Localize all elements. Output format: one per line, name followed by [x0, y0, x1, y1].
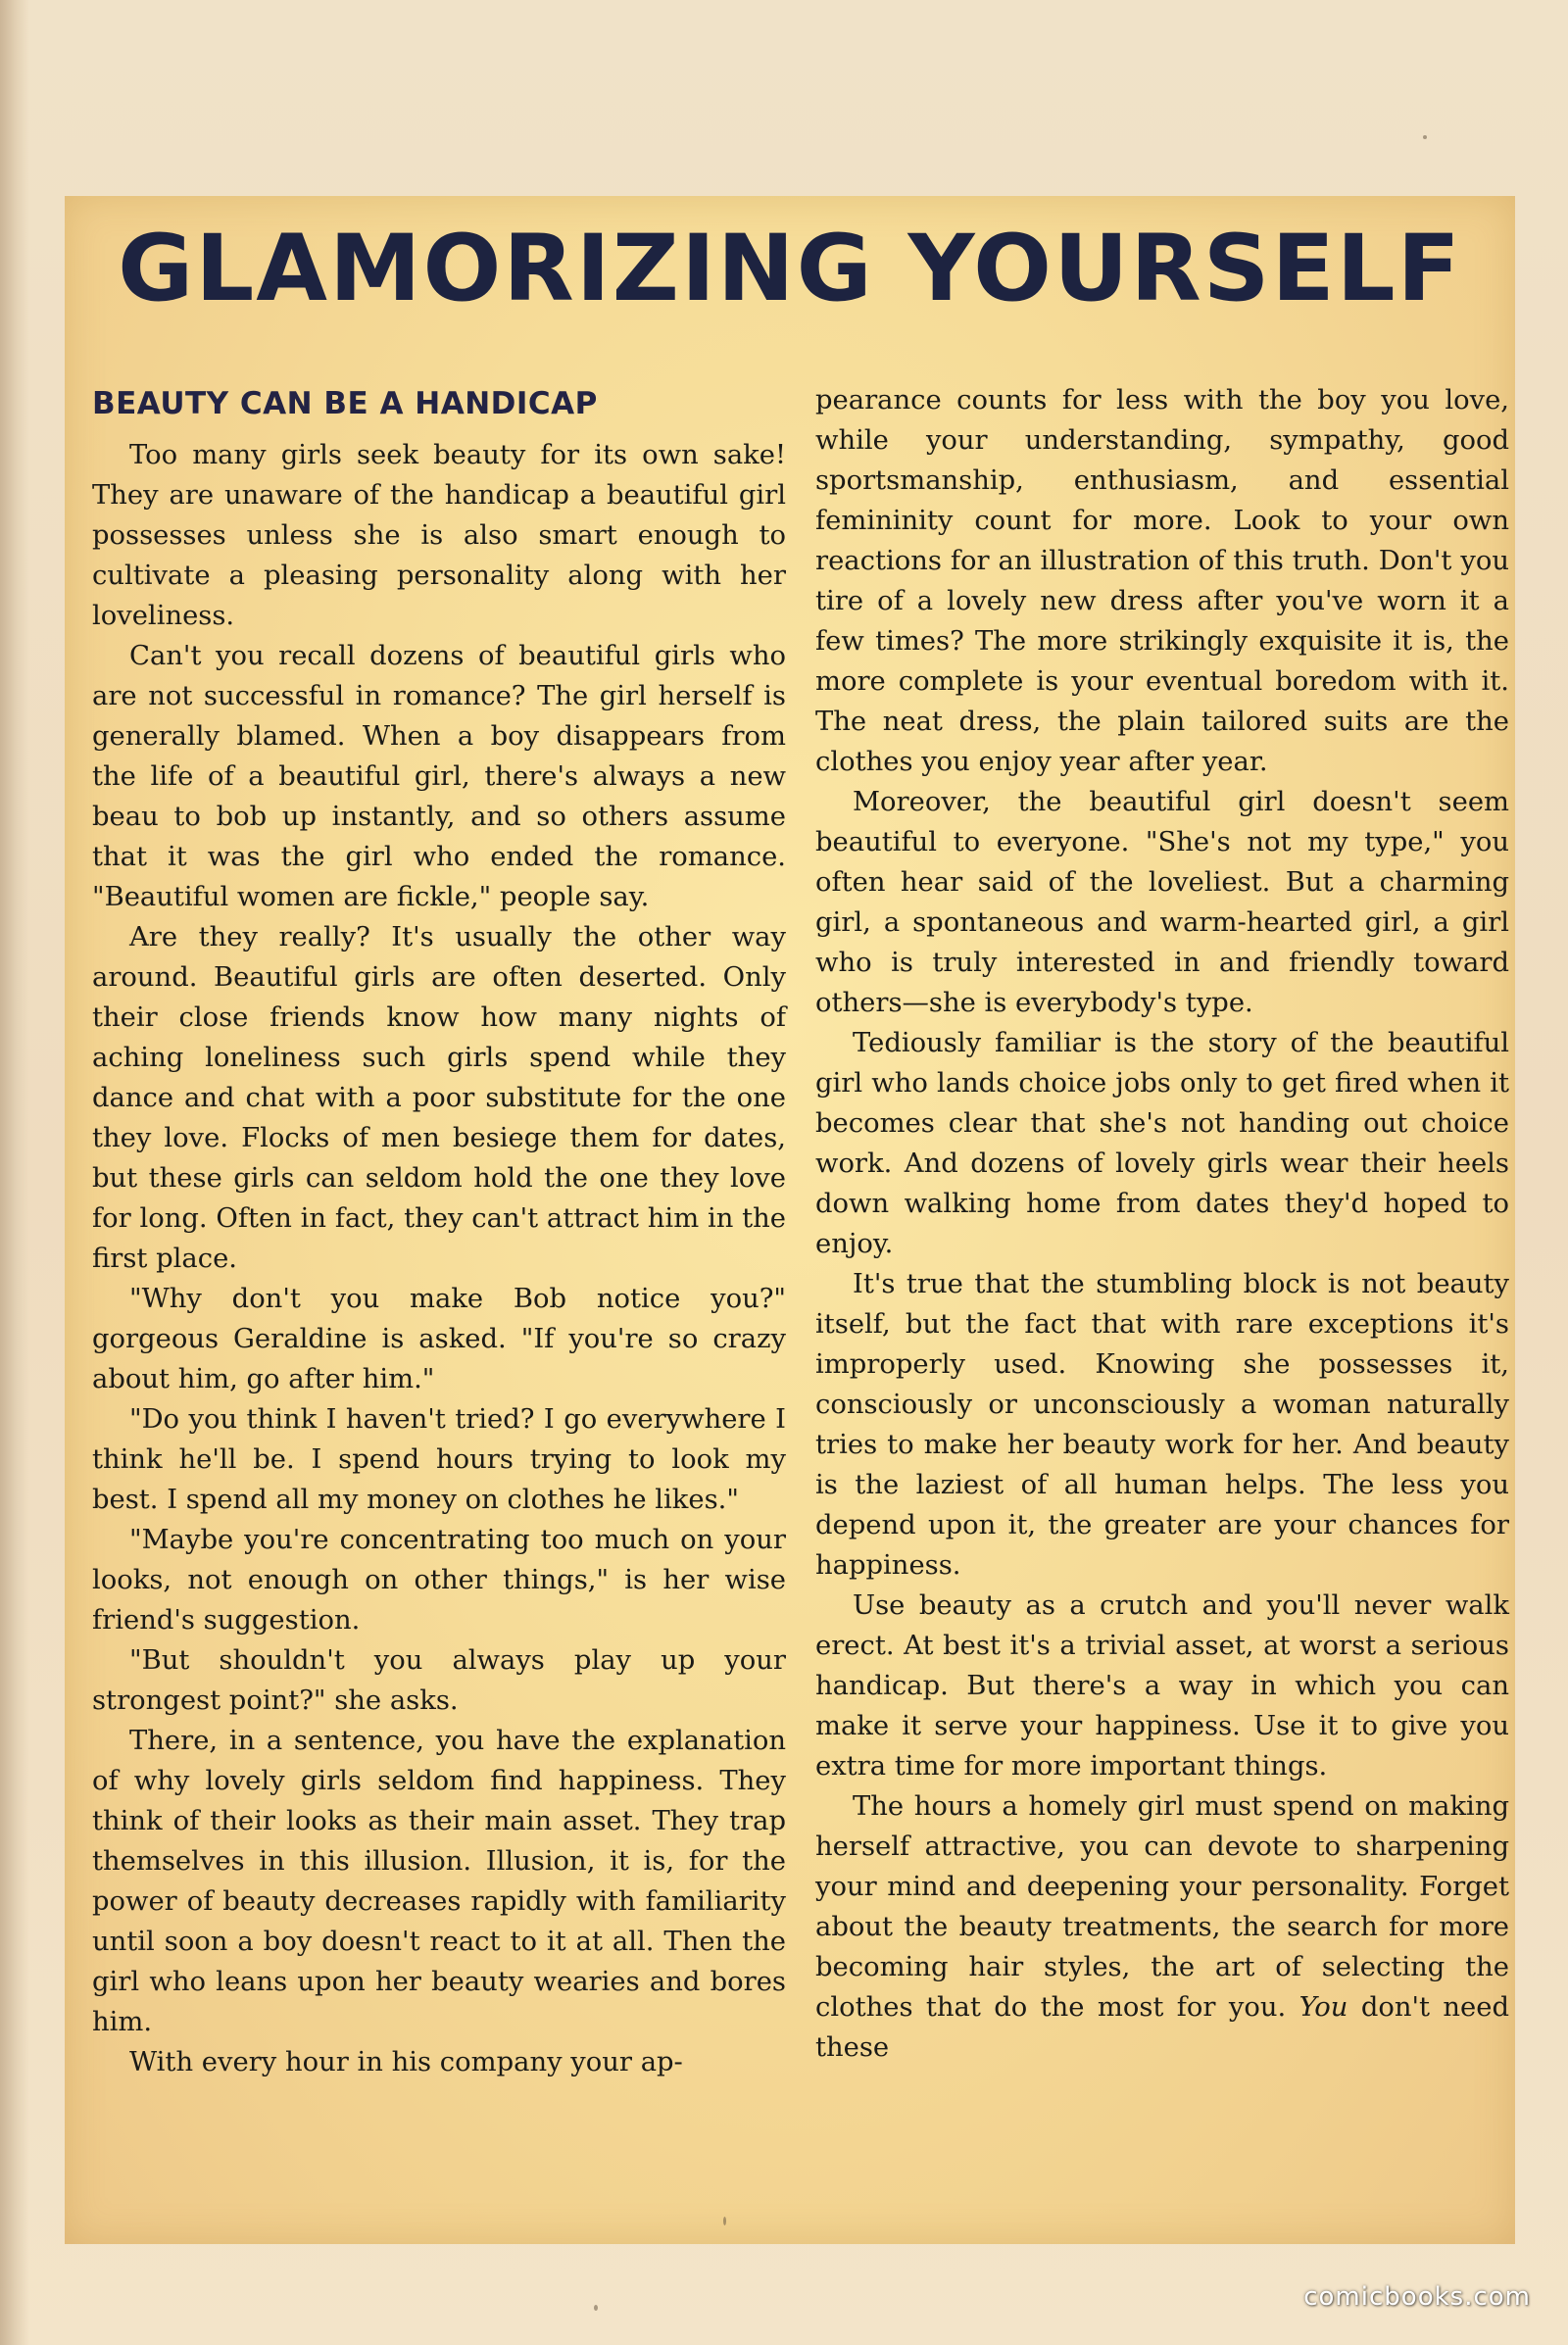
paper-speck	[594, 2305, 598, 2311]
paragraph: "Why don't you make Bob notice you?" gorgeous Geraldine is asked. "If you're so crazy about him, go after him."	[92, 1284, 786, 1394]
page-crease	[0, 0, 29, 2345]
emphasis-text: You	[1298, 1992, 1348, 2023]
paragraph: "Do you think I haven't tried? I go everywhere I think he'll be. I spend hours trying to look my best. I spend all my money on clothes he likes."	[92, 1404, 786, 1515]
paragraph-last	[815, 1786, 1509, 2068]
text-segment: don't need these	[815, 1992, 1509, 2063]
left-column	[92, 382, 786, 2082]
paragraph: There, in a sentence, you have the explanation of why lovely girls seldom find happiness. They think of their looks as their main asset. They trap themselves in this illusion. Illusion, it is, for the power of beauty decreases rapidly with familiarity until soon a boy doesn't react to it at all. Then the girl who leans upon her beauty wearies and bores him.	[92, 1726, 786, 2037]
paper-speck	[723, 2217, 726, 2225]
text-segment: The hours a homely girl must spend on making herself attractive, you can devote to sharpening your mind and deepening your personality. Forget about the beauty treatments, the search for more becoming hair styles, the art of selecting the clothes that do the most for you.	[815, 1791, 1509, 2023]
paragraph: Too many girls seek beauty for its own sake! They are unaware of the handicap a beautiful girl possesses unless she is also smart enough to cultivate a pleasing personality along with her loveliness.	[92, 440, 786, 631]
paragraph: Tediously familiar is the story of the beautiful girl who lands choice jobs only to get fired when it becomes clear that she's not handing out choice work. And dozens of lovely girls wear their heels down walking home from dates they'd hoped to enjoy.	[815, 1028, 1509, 1259]
paragraph: It's true that the stumbling block is not beauty itself, but the fact that with rare exceptions it's improperly used. Knowing she possesses it, consciously or unconsciously a woman naturally tries to make her beauty work for her. And beauty is the laziest of all human helps. The less you depend upon it, the greater are your chances for happiness.	[815, 1269, 1509, 1581]
paragraph: "But shouldn't you always play up your strongest point?" she asks.	[92, 1645, 786, 1716]
paragraph: Are they really? It's usually the other way around. Beautiful girls are often deserted. Only their close friends know how many nights of aching loneliness such girls spend while they dance and chat with a poor substitute for the one they love. Flocks of men besiege them for dates, but these girls can seldom hold the one they love for long. Often in fact, they can't attract him in the first place.	[92, 922, 786, 1274]
paper-speck	[1423, 135, 1427, 139]
paragraph: Can't you recall dozens of beautiful girls who are not successful in romance? The girl herself is generally blamed. When a boy disappears from the life of a beautiful girl, there's always a new beau to bob up instantly, and so others assume that it was the girl who ended the romance. "Beautiful women are fickle," people say.	[92, 641, 786, 912]
paragraph: Moreover, the beautiful girl doesn't seem beautiful to everyone. "She's not my type," you often hear said of the loveliest. But a charming girl, a spontaneous and warm-hearted girl, a girl who is truly interested in and friendly toward others—she is everybody's type.	[815, 787, 1509, 1018]
paragraph: Use beauty as a crutch and you'll never walk erect. At best it's a trivial asset, at worst a serious handicap. But there's a way in which you can make it serve your happiness. Use it to give you extra time for more important things.	[815, 1590, 1509, 1782]
paragraph: With every hour in his company your ap-	[129, 2047, 683, 2077]
paragraph-continuation: pearance counts for less with the boy you love, while your understanding, sympathy, good sportsmanship, enthusiasm, and essential femininity count for more. Look to your own reactions for an illustration of this truth. Don't you tire of a lovely new dress after you've worn it a few times? The more strikingly exquisite it is, the more complete is your eventual boredom with it. The neat dress, the plain tailored suits are the clothes you enjoy year after year.	[815, 385, 1509, 777]
section-heading: BEAUTY CAN BE A HANDICAP	[92, 386, 598, 421]
article-panel	[65, 196, 1515, 2244]
article-title: GLAMORIZING YOURSELF	[118, 216, 1462, 322]
paragraph: "Maybe you're concentrating too much on your looks, not enough on other things," is her wise friend's suggestion.	[92, 1525, 786, 1636]
right-column	[815, 380, 1509, 2068]
watermark: comicbooks.com	[1303, 2282, 1531, 2312]
